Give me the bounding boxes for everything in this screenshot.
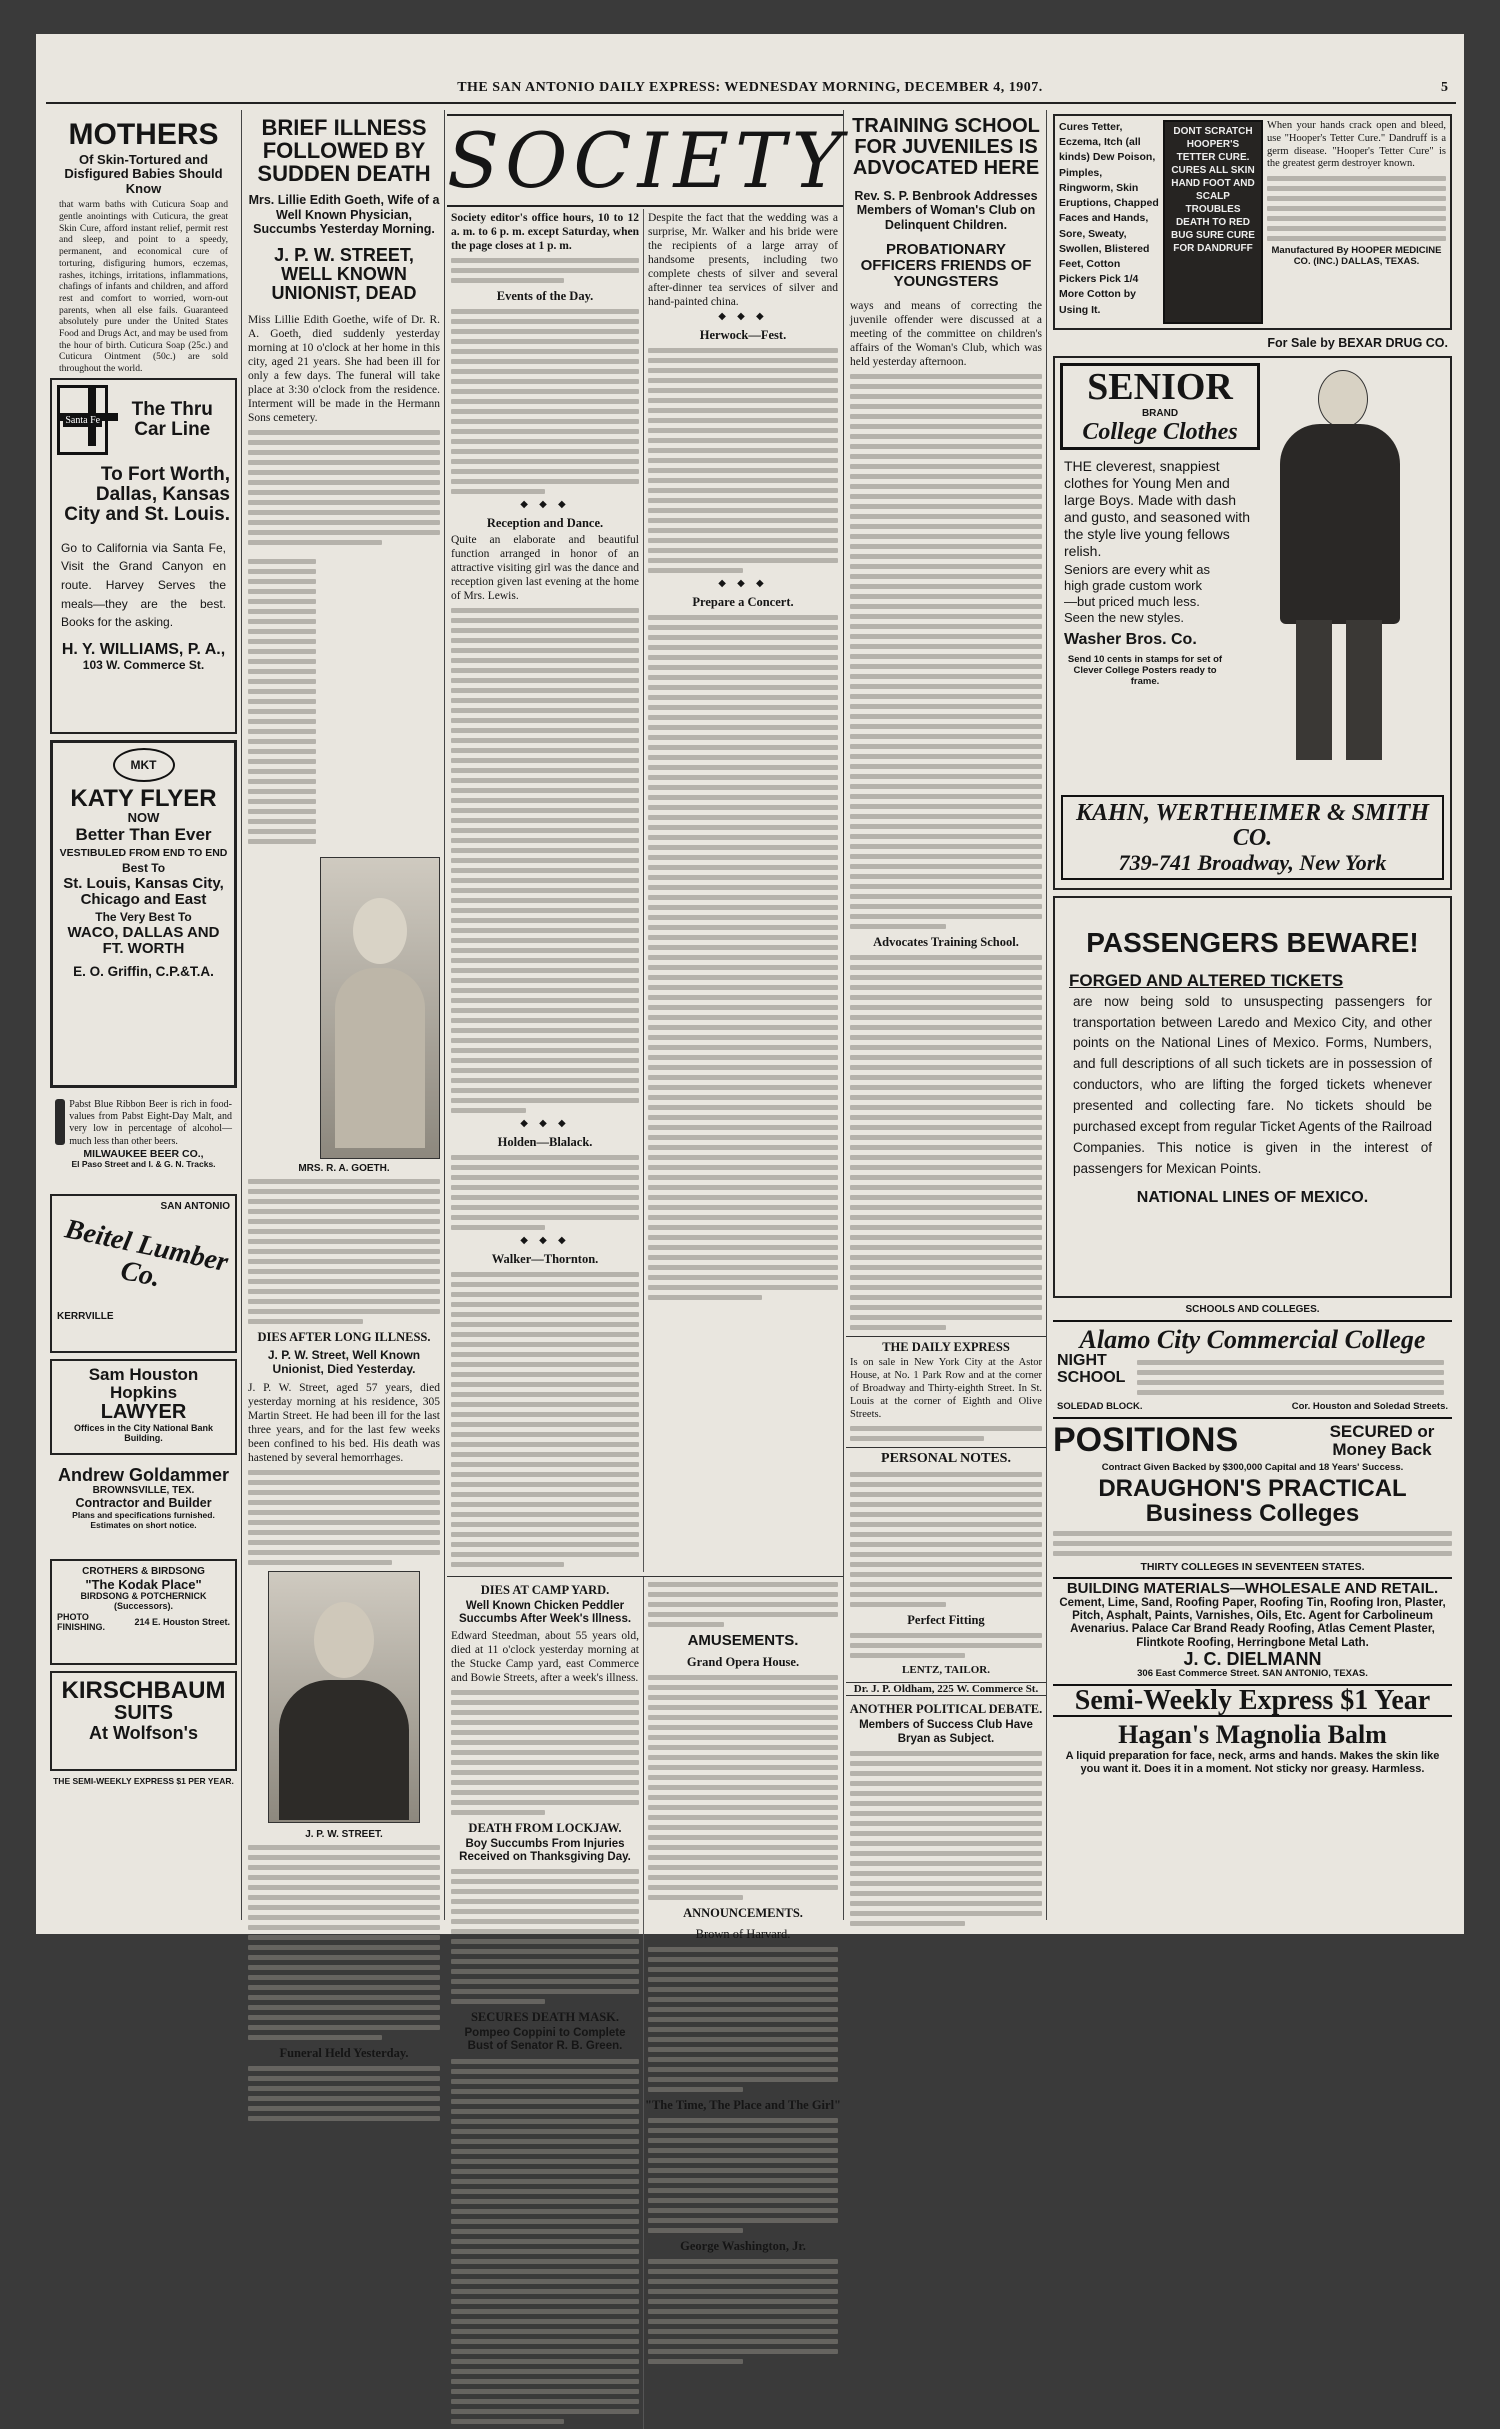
portrait-suit: [279, 1680, 409, 1820]
subhead-funeral: Funeral Held Yesterday.: [279, 2045, 409, 2060]
katy-best: Best To: [121, 861, 166, 876]
katy-very: The Very Best To: [95, 910, 192, 925]
secures-death-mask: SECURES DEATH MASK.: [470, 2010, 620, 2025]
goldammer-note: Plans and specifications furnished. Estimates on short notice.: [72, 1509, 215, 1530]
perfect-fitting: Perfect Fitting: [907, 1613, 985, 1628]
advocates-text: [850, 955, 1042, 1330]
kirschbaum-suits: SUITS: [114, 1702, 173, 1725]
katy-agent: E. O. Griffin, C.P.&T.A.: [73, 963, 214, 979]
beer-bottle-icon: [55, 1099, 65, 1145]
lockjaw-text: [451, 1869, 639, 2004]
political-debate-sub: Members of Success Club Have Bryan as Subject.: [859, 1719, 1033, 1745]
lawyer-name: Sam Houston Hopkins: [88, 1365, 199, 1402]
positions-contract: Contract Given Backed by $300,000 Capital and 18 Years' Success.: [1101, 1461, 1404, 1473]
portrait-face: [353, 898, 407, 964]
lumber-top: SAN ANTONIO: [160, 1201, 230, 1212]
wedding-gifts-text: Despite the fact that the wedding was a surprise, Mr. Walker and his bride were the recipients of a large array of handsome presents, including two complete chests of silver and several after-dinner tea services of silver and hand-painted china.: [648, 212, 838, 309]
positions-title: POSITIONS: [1053, 1421, 1239, 1460]
daily-express-head: THE DAILY EXPRESS: [846, 1336, 1046, 1355]
kahn-address: 739-741 Broadway, New York: [1118, 850, 1387, 876]
time-place-text: [648, 2118, 838, 2233]
personal-notes-head: PERSONAL NOTES.: [846, 1447, 1046, 1467]
lentz-tailor: LENTZ, TAILOR.: [902, 1664, 990, 1677]
young-man-illustration: [1260, 370, 1420, 760]
announcements-head: ANNOUNCEMENTS.: [683, 1905, 803, 1920]
photo-mrs-goeth: [320, 857, 440, 1159]
katy-better: Better Than Ever: [75, 825, 212, 845]
society-left: [447, 209, 644, 1572]
thirty-colleges: THIRTY COLLEGES IN SEVENTEEN STATES.: [1140, 1561, 1365, 1574]
santa-fe-body: Go to California via Santa Fe, Visit the Grand Canyon en route. Harvey Serves the meals—they are the best. Books for the asking.: [61, 540, 226, 630]
lawyer-title: LAWYER: [100, 1400, 187, 1423]
article-street-continued: [248, 1470, 440, 1565]
crothers-firm: CROTHERS & BIRDSONG: [82, 1566, 205, 1577]
article-goeth: Miss Lillie Edith Goethe, wife of Dr. R. A. Goeth, died suddenly yesterday morning at 10 o'clock at her home in this city, aged 21 years. She had been ill for only a few days. The funeral will take place at 3:30 o'clock from the residence. Interment will be made in the Hermann Sons cemetery.: [248, 314, 440, 425]
positions-secured: SECURED or Money Back: [1329, 1422, 1435, 1459]
pabst-body: Pabst Blue Ribbon Beer is rich in food-values from Pabst Eight-Day Malt, and very low in percentage of alcohol—much less than other beers.: [69, 1099, 232, 1147]
portrait-face: [314, 1602, 374, 1678]
society-notice: [451, 258, 639, 283]
grand-opera-house: Grand Opera House.: [686, 1654, 800, 1669]
ad-subtitle: Of Skin-Tortured and Disfigured Babies Should Know: [64, 151, 223, 197]
tetter-right-col: [1267, 120, 1446, 324]
article-goeth-end: [248, 1179, 440, 1324]
hagans-body: A liquid preparation for face, neck, arms and hands. Makes the skin like you want it. Does it in a moment. Not sticky nor greasy. Harmless.: [1065, 1750, 1440, 1775]
article-street-end: [248, 1845, 440, 2040]
tetter-center: DONT SCRATCH HOOPER'S TETTER CURE. CURES ALL SKIN HAND FOOT AND SCALP TROUBLES DEATH TO RED BUG SURE CURE FOR DANDRUFF: [1171, 126, 1255, 254]
senior-title: SENIOR: [1087, 366, 1233, 409]
passengers-title: PASSENGERS BEWARE!: [1086, 927, 1419, 959]
amusements-head: AMUSEMENTS.: [687, 1632, 799, 1650]
kirschbaum-ad: [50, 1671, 237, 1771]
thru-car-line: The Thru Car Line: [131, 399, 213, 440]
caption-jpw-street: J. P. W. STREET.: [305, 1828, 383, 1840]
caption-mrs-goeth: MRS. R. A. GOETH.: [298, 1163, 390, 1175]
divider-diamonds: ◆ ◆ ◆: [520, 499, 570, 511]
herwock-fest: Herwock—Fest.: [699, 328, 787, 343]
senior-brand-box: [1060, 363, 1260, 450]
headline-street: J. P. W. STREET, WELL KNOWN UNIONIST, DEAD: [271, 245, 417, 304]
katy-dest2: WACO, DALLAS AND FT. WORTH: [67, 924, 220, 957]
tetter-right: When your hands crack open and bleed, use "Hooper's Tetter Cure." Dandruff is a germ disease. "Hooper's Tetter Cure" is the greatest germ destroyer known.: [1267, 120, 1446, 170]
schools-colleges: SCHOOLS AND COLLEGES.: [1185, 1304, 1320, 1316]
camp-yard-text: Edward Steedman, about 55 years old, died at 11 o'clock yesterday morning at the Stucke Camp yard, east Commerce and Bowie Streets, after a week's illness.: [451, 1629, 639, 1684]
column-ads-left: [46, 110, 242, 1920]
divider-diamonds: ◆ ◆ ◆: [718, 578, 768, 590]
political-debate-text: [850, 1751, 1042, 1926]
crothers-successor: BIRDSONG & POTCHERNICK (Successors).: [80, 1591, 207, 1612]
santa-fe-address: 103 W. Commerce St.: [82, 657, 205, 672]
building-body: Cement, Lime, Sand, Roofing Paper, Roofing Tin, Roofing Iron, Plaster, Pitch, Asphalt, Paints, Varnishes, Oils, Etc. Agent for Carbolineum Avenarius. Palace Car Brand Ready Roofing, Atlas Cement Plaster, Flintkote Roofing, Herringbone Metal Lath.: [1059, 1596, 1446, 1649]
article-goeth-side: [248, 554, 316, 849]
goldammer-trade: Contractor and Builder: [75, 1496, 212, 1511]
funeral-text: [248, 2066, 440, 2121]
goldammer-ad: [50, 1461, 237, 1553]
santa-fe-logo: Santa Fe: [57, 385, 108, 455]
events-list: [451, 309, 639, 494]
time-place-girl: "The Time, The Place and The Girl": [645, 2097, 841, 2112]
camp-yard-continued: [451, 1690, 639, 1815]
training-school-text: ways and means of correcting the juvenile offender were discussed at a meeting of the committee on children's affairs of the Woman's Club, which was held yesterday afternoon.: [850, 300, 1042, 369]
alamo-text: [1137, 1355, 1444, 1400]
perfect-fitting-text: [850, 1633, 1042, 1658]
draughon-text: [1053, 1531, 1452, 1556]
subhead-benbrook: Rev. S. P. Benbrook Addresses Members of Woman's Club on Delinquent Children.: [854, 189, 1038, 232]
hagans-balm: Hagan's Magnolia Balm: [1118, 1719, 1387, 1749]
article-street: J. P. W. Street, aged 57 years, died yesterday morning at his residence, 305 Martin Street. He had been ill for the last three years, and for the last few weeks been confined to his bed. His death was hastened by several hemorrhages.: [248, 1381, 440, 1464]
personal-notes: [850, 1472, 1042, 1607]
cuticura-ad: [50, 114, 237, 375]
crothers-ad: [50, 1559, 237, 1665]
beitel-lumber-ad: [50, 1194, 237, 1353]
holden-text: [451, 1155, 639, 1230]
crothers-address: 214 E. Houston Street.: [134, 1617, 230, 1627]
night-school: NIGHT SCHOOL: [1057, 1352, 1126, 1386]
forged-tickets: FORGED AND ALTERED TICKETS: [1069, 970, 1344, 990]
senior-body: THE cleverest, snappiest clothes for Young Men and large Boys. Made with dash and gusto, and seasoned with the style live young fellows relish.: [1064, 457, 1251, 560]
passengers-beware-ad: [1053, 896, 1452, 1298]
goldammer-city: BROWNSVILLE, TEX.: [92, 1484, 195, 1496]
destinations: To Fort Worth, Dallas, Kansas City and St. Louis.: [64, 464, 230, 525]
dielmann-ad: [1053, 1577, 1452, 1679]
headline-probationary: PROBATIONARY OFFICERS FRIENDS OF YOUNGSTERS: [860, 241, 1032, 290]
goldammer-name: Andrew Goldammer: [57, 1465, 230, 1485]
death-mask-sub: Pompeo Coppini to Complete Bust of Senator R. B. Green.: [464, 2027, 626, 2053]
washer-bros: Washer Bros. Co.: [1064, 630, 1197, 648]
column-obituaries: [244, 110, 445, 2060]
society-intro: Society editor's office hours, 10 to 12 a. m. to 6 p. m. except Saturday, when the page closes at 1 p. m.: [451, 212, 639, 253]
page-number: 5: [1441, 80, 1448, 95]
katy-now: NOW: [127, 810, 160, 826]
article-goeth-continued: [248, 430, 440, 545]
dies-at-camp-yard: DIES AT CAMP YARD.: [480, 1583, 610, 1598]
crothers-photo: PHOTO FINISHING.: [57, 1611, 106, 1633]
photo-jpw-street: [268, 1571, 420, 1823]
reception-and-dance: Reception and Dance.: [486, 516, 604, 531]
society-right: [644, 209, 842, 1572]
lawyer-office: Offices in the City National Bank Building.: [73, 1422, 214, 1444]
divider-diamonds: ◆ ◆ ◆: [520, 1235, 570, 1247]
tetter-left: Cures Tetter, Eczema, Itch (all kinds) Dew Poison, Pimples, Ringworm, Skin Eruptions, Chapped Faces and Hands, Sore, Sweaty, Swollen, Blistered Feet, Cotton Pickers Pick 1/4 More Cotton by Using It.: [1059, 121, 1159, 316]
harvard-text: [648, 1947, 838, 2092]
george-washington-jr: George Washington, Jr.: [680, 2238, 806, 2253]
lumber-bottom: KERRVILLE: [57, 1311, 114, 1323]
senior-clothes-ad: [1053, 356, 1452, 890]
tetter-cure-ad: [1053, 114, 1452, 330]
brown-of-harvard: Brown of Harvard.: [695, 1926, 791, 1941]
tetter-hand-graphic: [1163, 120, 1263, 324]
masthead: THE SAN ANTONIO DAILY EXPRESS: WEDNESDAY MORNING, DECEMBER 4, 1907.: [457, 80, 1043, 95]
herwock-text: [648, 348, 838, 573]
alamo-corner: Cor. Houston and Soledad Streets.: [1291, 1401, 1448, 1413]
subhead-street: J. P. W. Street, Well Known Unionist, Died Yesterday.: [267, 1348, 421, 1376]
portrait-dress: [335, 968, 425, 1148]
lower-news-section: [447, 1576, 843, 2428]
death-from-lockjaw: DEATH FROM LOCKJAW.: [468, 1820, 622, 1835]
advocates-training-school: Advocates Training School.: [873, 935, 1019, 950]
santa-fe-agent: H. Y. WILLIAMS, P. A.,: [61, 640, 226, 658]
prepare-concert: Prepare a Concert.: [692, 595, 794, 610]
katy-flyer-ad: [50, 740, 237, 1088]
daily-express-text: Is on sale in New York City at the Astor House, at No. 1 Park Row and at the corner of Broadway and Thirty-eighth Street. In St. Louis at the corner of Eighth and Olive Streets.: [850, 1357, 1042, 1420]
subhead-goeth: Mrs. Lillie Edith Goeth, Wife of a Well Known Physician, Succumbs Yesterday Morning.: [248, 193, 440, 237]
headline-brief-illness: BRIEF ILLNESS FOLLOWED BY SUDDEN DEATH: [257, 115, 431, 187]
reception-continued: [451, 608, 639, 1113]
society-carryover: [648, 1582, 838, 1627]
chicken-peddler-sub: Well Known Chicken Peddler Succumbs After Week's Illness.: [458, 1600, 632, 1626]
lawyer-ad: [50, 1359, 237, 1455]
holden-blalack: Holden—Blalack.: [497, 1135, 593, 1150]
dielmann-address: 306 East Commerce Street. SAN ANTONIO, TEXAS.: [1137, 1667, 1368, 1679]
crothers-slogan: "The Kodak Place": [85, 1576, 202, 1592]
tetter-more: [1267, 176, 1446, 241]
washington-text: [648, 2259, 838, 2364]
heaters-note: [850, 1426, 1042, 1441]
walker-text: [451, 1272, 639, 1567]
political-debate-head: ANOTHER POLITICAL DEBATE.: [849, 1702, 1043, 1717]
divider-diamonds: ◆ ◆ ◆: [520, 1118, 570, 1130]
headline-training-school: TRAINING SCHOOL FOR JUVENILES IS ADVOCATED HERE: [852, 115, 1040, 179]
training-school-continued: [850, 374, 1042, 929]
concert-text: [648, 615, 838, 1300]
mkt-logo: MKT: [113, 748, 175, 782]
kirschbaum-where: At Wolfson's: [89, 1723, 198, 1744]
tetter-maker: Manufactured By HOOPER MEDICINE CO. (INC.) DALLAS, TEXAS.: [1271, 245, 1442, 268]
passengers-body: are now being sold to unsuspecting passengers for transportation between Laredo and Mexico City, and other points on the National Lines of Mexico. Forms, Numbers, and full descriptions of all such tickets are in possession of conductors, who are lifting the forged tickets whenever presented and collecting fare. No tickets should be purchased except from regular Ticket Agents of the Railroad Companies. This notice is given in the interest of passengers for Mexican Points.: [1073, 993, 1432, 1176]
katy-dest1: St. Louis, Kansas City, Chicago and East: [63, 874, 224, 908]
society-logo: SOCIETY: [447, 116, 848, 205]
opera-text: [648, 1675, 838, 1900]
reception-text: Quite an elaborate and beautiful function arranged in honor of an attractive visiting girl was the dance and reception given last evening at the home of Mrs. Lewis.: [451, 534, 639, 603]
katy-title: KATY FLYER: [70, 785, 217, 812]
semi-weekly-note: THE SEMI-WEEKLY EXPRESS $1 PER YEAR.: [53, 1776, 234, 1786]
building-materials: BUILDING MATERIALS—WHOLESALE AND RETAIL.: [1066, 1580, 1439, 1598]
semi-weekly-express: Semi-Weekly Express $1 Year: [1053, 1684, 1452, 1717]
alamo-college-ad: [1053, 1320, 1452, 1419]
senior-brand: BRAND: [1141, 408, 1179, 420]
column-society: [447, 110, 848, 2253]
positions-ad: [1053, 1423, 1452, 1459]
masthead-rule: [46, 102, 1456, 104]
senior-send: Send 10 cents in stamps for set of Clever College Posters ready to frame.: [1067, 653, 1223, 687]
soledad-block: SOLEDAD BLOCK.: [1057, 1401, 1143, 1413]
walker-thornton: Walker—Thornton.: [491, 1252, 599, 1267]
ad-title: MOTHERS: [68, 118, 219, 151]
kirschbaum-name: KIRSCHBAUM: [61, 1677, 226, 1704]
pabst-address: El Paso Street and I. & G. N. Tracks.: [71, 1158, 216, 1169]
katy-vestibuled: VESTIBULED FROM END TO END: [59, 846, 228, 859]
ad-body: that warm baths with Cuticura Soap and gentle anointings with Cuticura, the great Skin Cure, afford instant relief, permit rest and sleep, and point to a speedy, permanent, and economical cure of torturing, disfiguring humors, eczemas, rashes, itchings, irritations, inflammations, chafings of infants and children, and afford rest and comfort to worried, worn-out parents, when all else fails. Guaranteed absolutely pure under the United States Food and Drugs Act, and may be used from the hour of birth. Cuticura Soap (25c.) and Cuticura Ointment (50c.) are sold throughout the world.: [59, 199, 228, 375]
dielmann-name: J. C. DIELMANN: [1183, 1648, 1322, 1669]
column-ads-right: [1049, 110, 1456, 1920]
bexar-drug: For Sale by BEXAR DRUG CO.: [1267, 336, 1448, 350]
senior-seniors: Seniors are every whit as high grade custom work—but priced much less. Seen the new styles.: [1064, 562, 1210, 625]
events-of-the-day: Events of the Day.: [496, 289, 594, 304]
lumber-name: Beitel Lumber Co.: [62, 1212, 231, 1294]
santa-fe-ad: [50, 378, 237, 734]
senior-clothes: College Clothes: [1082, 418, 1238, 445]
pabst-company: MILWAUKEE BEER CO.,: [83, 1147, 204, 1160]
divider-diamonds: ◆ ◆ ◆: [718, 311, 768, 323]
draughon-title: DRAUGHON'S PRACTICAL Business Colleges: [1098, 1474, 1407, 1527]
column-training-school: [846, 110, 1047, 1920]
pabst-ad: [50, 1094, 237, 1188]
newspaper-page: [36, 34, 1464, 2253]
dr-oldham: Dr. J. P. Oldham, 225 W. Commerce St.: [846, 1682, 1046, 1696]
national-lines: NATIONAL LINES OF MEXICO.: [1136, 1188, 1369, 1206]
kahn-wertheimer-box: [1061, 795, 1444, 880]
lockjaw-sub: Boy Succumbs From Injuries Received on Thanksgiving Day.: [459, 1837, 631, 1863]
kahn-name: KAHN, WERTHEIMER & SMITH CO.: [1076, 799, 1429, 852]
death-mask-text: [451, 2059, 639, 2424]
subhead-dies-after-illness: DIES AFTER LONG ILLNESS.: [257, 1330, 431, 1345]
lower-news-left: [447, 1577, 644, 2428]
alamo-title: Alamo City Commercial College: [1079, 1324, 1426, 1354]
lower-news-right: [644, 1577, 842, 2428]
